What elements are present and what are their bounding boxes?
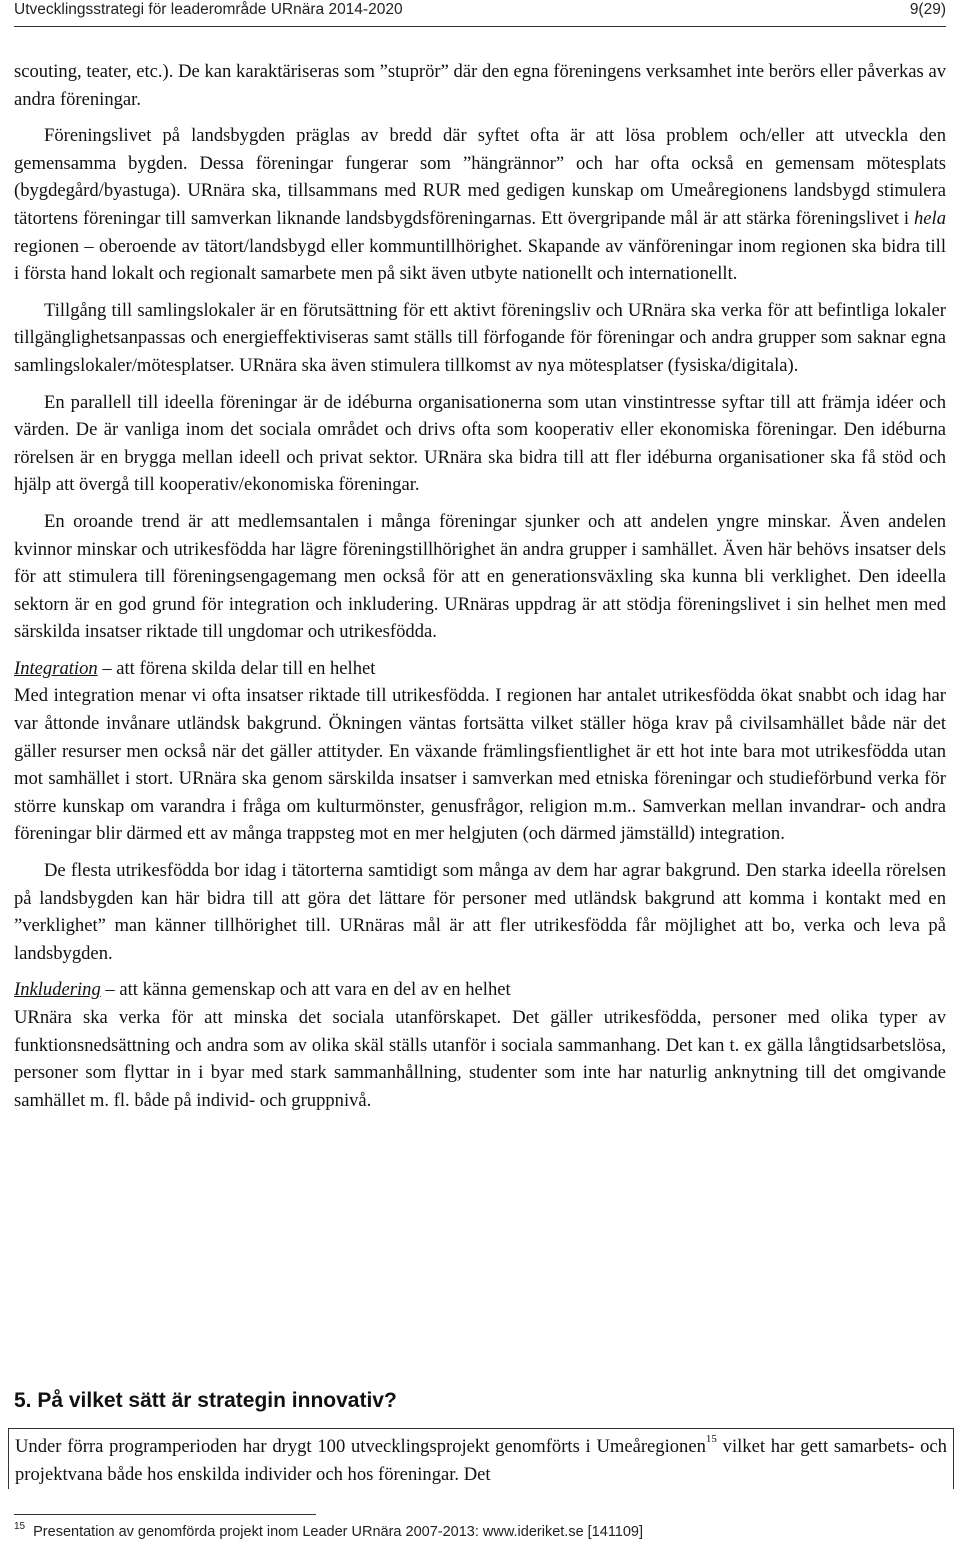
inkludering-subtitle: – att känna gemenskap och att vara en del av en helhet	[100, 979, 511, 1001]
paragraph-landsbygd	[14, 122, 946, 288]
section-heading: 5. På vilket sätt är strategin innovativ?	[14, 1389, 397, 1412]
section-box-text	[15, 1433, 947, 1488]
paragraph-integration: Med integration menar vi ofta insatser riktade till utrikesfödda. I regionen har antalet utrikesfödda ökat snabbt och idag har var åttonde invånare utländsk bakgrund. Ökningen väntas fortsätta vilket ställer höga krav på civilsamhället både när det gäller resurser men också när det gäller attityder. En växande främlingsfientlighet är ett hot inte bara mot utrikesfödda utan mot samhället i stort. URnära ska genom särskilda insatser i samverkan med etniska föreningar och studieförbund verka för större kunskap om varandra i fråga om kulturmönster, genusfrågor, religion m.m.. Samverkan mellan invandrar- och andra föreningar blir därmed ett av många trappsteg mot en mer helgjuten (och därmed jämställd) integration.	[14, 685, 946, 845]
inkludering-term: Inkludering	[14, 979, 101, 1001]
document-title: Utvecklingsstrategi för leaderområde URnära 2014-2020	[14, 1, 403, 18]
section-box	[8, 1428, 954, 1489]
paragraph-utrikesfodda: De flesta utrikesfödda bor idag i tätorterna samtidigt som många av dem har agrar bakgrund. Den starka ideella rörelsen på landsbygden kan här bidra till att göra det lättare för personer med utländsk bakgrund att komma i kontakt med en ”verklighet” man känner tillhörighet till. URnäras mål är att fler utrikesfödda får möjlighet att bo, verka och leva på landsbygden.	[14, 860, 946, 964]
footnote	[14, 1521, 643, 1540]
footnote-divider	[14, 1514, 316, 1515]
page-number: 9(29)	[909, 1, 946, 18]
paragraph-samlingslokaler: Tillgång till samlingslokaler är en förutsättning för ett aktivt föreningsliv och URnära ska verka för att befintliga lokaler tillgänglighetsanpassas och energieffektiviseras samt ställs till förfogande för föreningar och andra grupper som saknar egna samlingslokaler/mötesplatser. URnära ska även stimulera tillkomst av nya mötesplatser (fysiska/digitala).	[14, 299, 946, 376]
section-text-part1: Under förra programperioden har drygt 100 utvecklingsprojekt genomförts i Umeåregionen	[15, 1436, 706, 1457]
paragraph-stuprор: scouting, teater, etc.). De kan karaktäriseras som ”stuprör” där den egna föreningens verksamhet inte berörs eller påverkas av andra föreningar.	[14, 61, 946, 110]
paragraph-ideburna: En parallell till ideella föreningar är de idéburna organisationerna som utan vinstintresse syftar till att främja idéer och värden. De är vanliga inom det sociala området och drivs ofta som kooperativ eller ekonomiska föreningar. Den idéburna rörelsen är en brygga mellan ideell och privat sektor. URnära ska bidra till att fler idéburna organisationer ska få stöd och hjälp att övergå till kooperativ/ekonomiska föreningar.	[14, 391, 946, 496]
paragraph-landsbygd-part1: Föreningslivet på landsbygden präglas av bredd där syftet ofta är att lösa problem och/eller att utveckla den gemensamma bygden. Dessa föreningar fungerar som ”hängrännor” och har ofta också en gemensam mötesplats (bygdegård/byastuga). URnära ska, tillsammans med RUR med gedigen kunskap om Umeåregionens landsbygd stimulera tätortens föreningar till samverkan liknande landsbygdsföreningarnas. Ett övergripande mål är att stärka föreningslivet i	[14, 125, 946, 229]
integration-subtitle: – att förena skilda delar till en helhet	[97, 657, 376, 679]
footnote-number: 15	[14, 1521, 26, 1532]
section-text-part2: vilket har gett samarbets- och projektvana både hos enskilda individer och hos föreningar. Det	[15, 1436, 947, 1485]
paragraph-medlemsantal: En oroande trend är att medlemsantalen i många föreningar sjunker och att andelen yngre minskar. Även andelen kvinnor minskar och utrikesfödda har lägre föreningstillhörighet än andra grupper i samhället. Även här behövs insatser dels för att stimulera till föreningsengagemang men också för att en generationsväxling ska kunna bli verklighet. Den ideella sektorn är en god grund för integration och inkludering. URnäras uppdrag är att stödja föreningslivet i sin helhet men med särskilda insatser riktade till ungdomar och utrikesfödda.	[14, 510, 946, 643]
integration-term: Integration	[14, 657, 98, 679]
page-header	[14, 0, 946, 27]
footnote-text: Presentation av genomförda projekt inom Leader URnära 2007-2013: www.ideriket.se [141109]	[33, 1524, 644, 1540]
emphasis-hela: hela	[913, 207, 946, 229]
footnote-reference[interactable]: 15	[705, 1433, 717, 1445]
body-text	[14, 58, 946, 1123]
paragraph-inkludering: URnära ska verka för att minska det sociala utanförskapet. Det gäller utrikesfödda, personer med olika typer av funktionsnedsättning och andra som av olika skäl ställs utanför i sociala sammanhang. Det kan t. ex gälla långtidsarbetslösa, personer som flyttar in i byar med stark sammanhållning, studenter som inte har naturlig anknytning till det omgivande samhället m. fl. både på individ- och gruppnivå.	[14, 1007, 946, 1111]
subheading-integration	[14, 655, 946, 683]
paragraph-landsbygd-part2: regionen – oberoende av tätort/landsbygd eller kommuntillhörighet. Skapande av vänföreningar inom regionen ska bidra till i första hand lokalt och regionalt samarbete men på sikt även utbyte nationellt och internationellt.	[14, 235, 946, 285]
subheading-inkludering	[14, 976, 946, 1004]
